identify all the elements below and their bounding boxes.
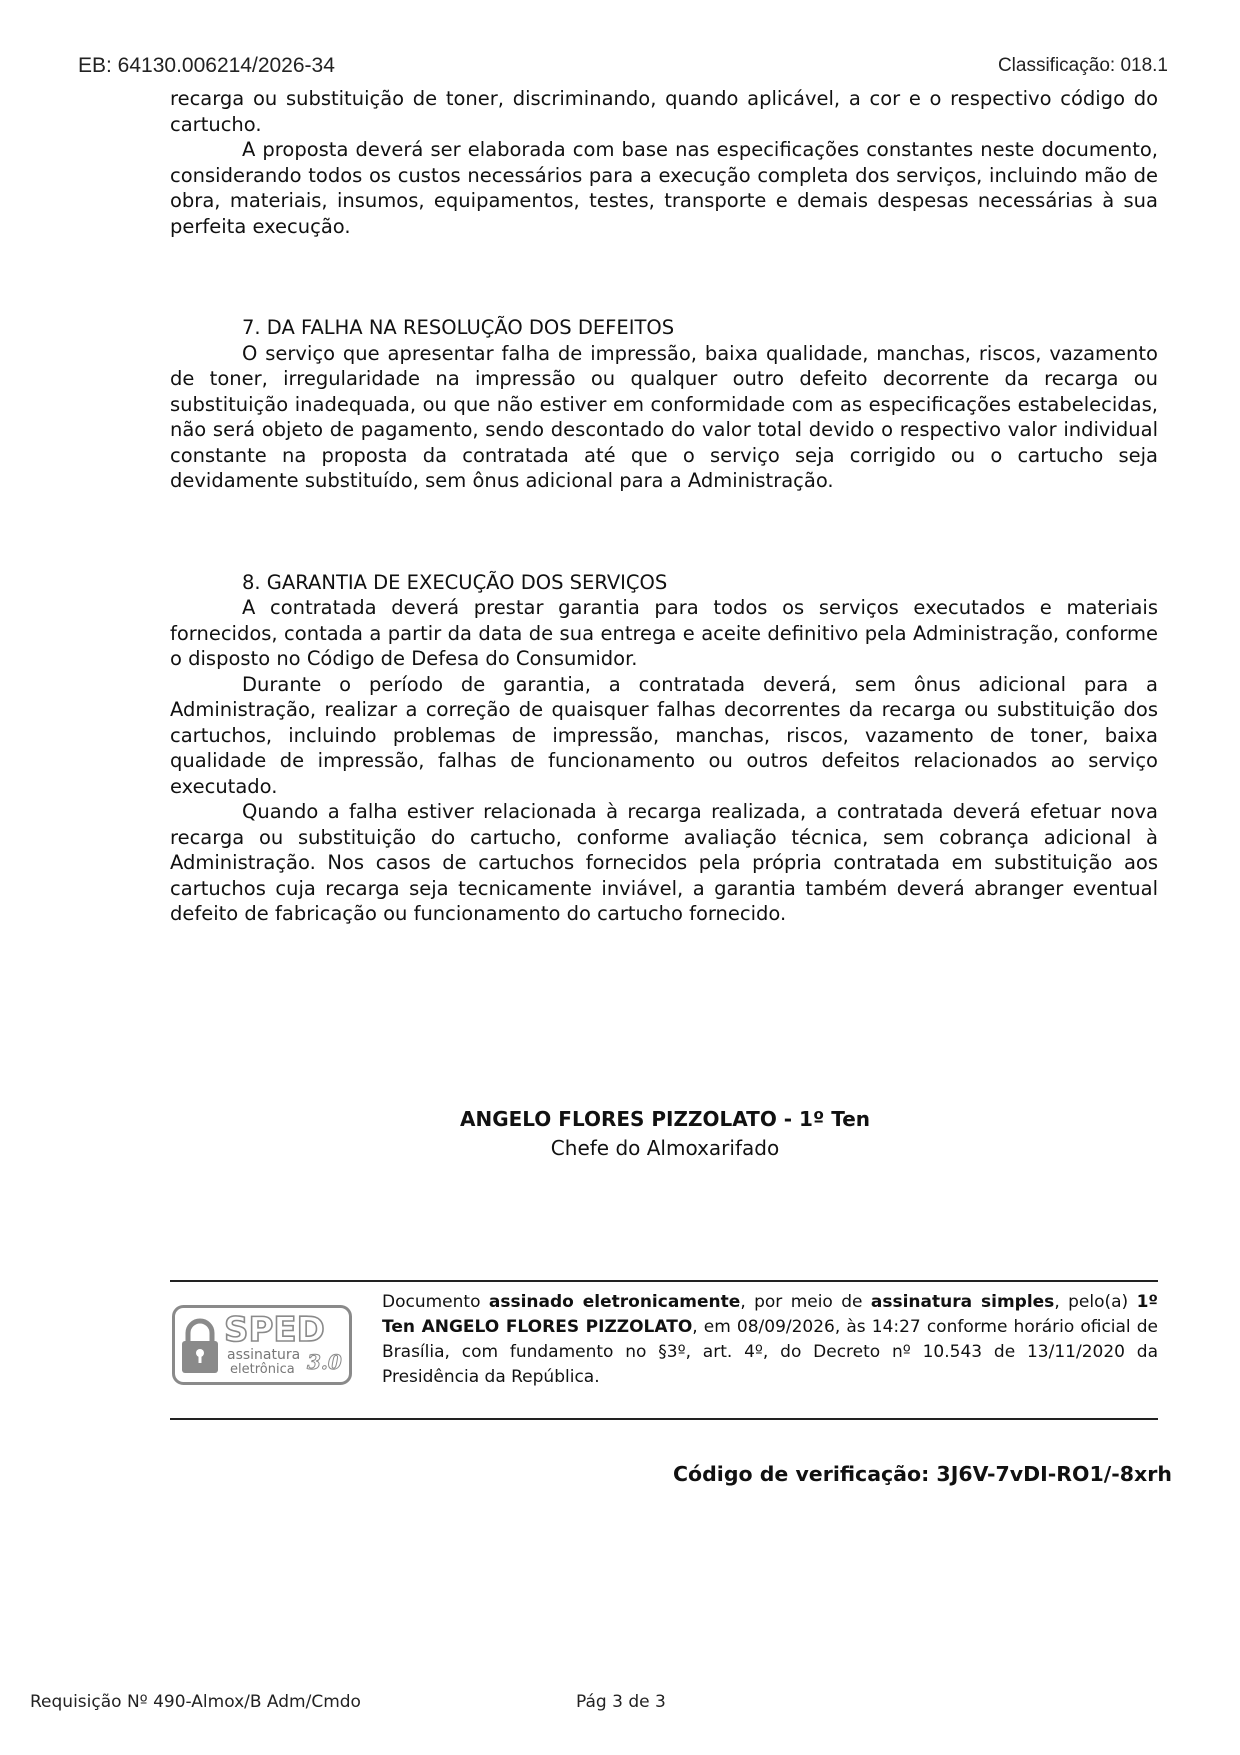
sign-bold-2: assinatura simples xyxy=(870,1292,1055,1312)
footer-requisition: Requisição Nº 490-Almox/B Adm/Cmdo xyxy=(30,1692,361,1712)
signer-role: Chefe do Almoxarifado xyxy=(550,1136,780,1160)
verification-code: Código de verificação: 3J6V-7vDI-RO1/-8xrh xyxy=(673,1462,1172,1486)
paragraph-continuation: recarga ou substituição de toner, discriminando, quando aplicável, a cor e o respectivo código do cartucho. xyxy=(170,87,1158,136)
seal-line2: eletrônica xyxy=(230,1362,295,1377)
paragraph-proposta: A proposta deverá ser elaborada com base nas especificações constantes neste documento, considerando todos os custos necessários para a execução completa dos serviços, incluindo mão de obra, materiais, insumos, equipamentos, testes, transporte e demais despesas necessárias à sua perfeita execução. xyxy=(170,138,1158,238)
divider-top xyxy=(170,1280,1158,1282)
divider-bottom xyxy=(170,1418,1158,1420)
sign-text-4: , em 08/09/2026, às 14:27 conforme horário oficial de Brasília, com fundamento no §3º, art. 4º, do Decreto nº 10.543 de 13/11/2020 da Presidência da República. xyxy=(382,1317,1159,1387)
sped-seal-logo xyxy=(172,1305,352,1385)
spacer xyxy=(170,239,1158,315)
seal-version: 3.0 xyxy=(307,1350,342,1374)
paragraph-section-7: O serviço que apresentar falha de impressão, baixa qualidade, manchas, riscos, vazamento de toner, irregularidade na impressão ou qualquer outro defeito decorrente da recarga ou substituição inadequada, ou que não estiver em conformidade com as especificações estabelecidas, não será objeto de pagamento, sendo descontado do valor total devido o respectivo valor individual constante na proposta da contratada até que o serviço seja corrigido ou o cartucho seja devidamente substituído, sem ônus adicional para a Administração. xyxy=(170,341,1158,492)
seal-logo-text: SPED xyxy=(224,1310,325,1350)
sign-text-1: Documento xyxy=(382,1292,489,1312)
sign-text-3: , pelo(a) xyxy=(1054,1292,1137,1312)
section-heading-7: 7. DA FALHA NA RESOLUÇÃO DOS DEFEITOS xyxy=(242,316,675,339)
seal-line1: assinatura xyxy=(227,1347,301,1363)
sign-bold-1: assinado eletronicamente xyxy=(488,1292,741,1312)
footer-page-number: Pág 3 de 3 xyxy=(576,1692,666,1712)
sign-text-2: , por meio de xyxy=(740,1292,871,1312)
document-body xyxy=(170,86,1158,927)
section-heading-8: 8. GARANTIA DE EXECUÇÃO DOS SERVIÇOS xyxy=(242,570,668,594)
paragraph-8c: Quando a falha estiver relacionada à recarga realizada, a contratada deverá efetuar nova recarga ou substituição do cartucho, conforme avaliação técnica, sem cobrança adicional à Administração. Nos casos de cartuchos fornecidos pela própria contratada em substituição aos cartuchos cuja recarga seja tecnicamente inviável, a garantia também deverá abranger eventual defeito de fabricação ou funcionamento do cartucho fornecido. xyxy=(170,800,1158,925)
paragraph-8b: Durante o período de garantia, a contratada deverá, sem ônus adicional para a Administração, realizar a correção de quaisquer falhas decorrentes da recarga ou substituição dos cartuchos, incluindo problemas de impressão, manchas, riscos, vazamento de toner, baixa qualidade de impressão, falhas de funcionamento ou outros defeitos relacionados ao serviço executado. xyxy=(170,672,1158,798)
signer-name: ANGELO FLORES PIZZOLATO - 1º Ten xyxy=(459,1107,870,1131)
spacer xyxy=(170,494,1158,570)
document-number: EB: 64130.006214/2026-34 xyxy=(78,54,335,77)
classification: Classificação: 018.1 xyxy=(997,55,1168,76)
sign-bold-3: 1º Ten ANGELO FLORES PIZZOLATO xyxy=(382,1292,1158,1337)
paragraph-8a: A contratada deverá prestar garantia para todos os serviços executados e materiais fornecidos, contada a partir da data de sua entrega e aceite definitivo pela Administração, conforme o disposto no Código de Defesa do Consumidor. xyxy=(170,596,1158,670)
electronic-signature-statement xyxy=(382,1290,1158,1390)
